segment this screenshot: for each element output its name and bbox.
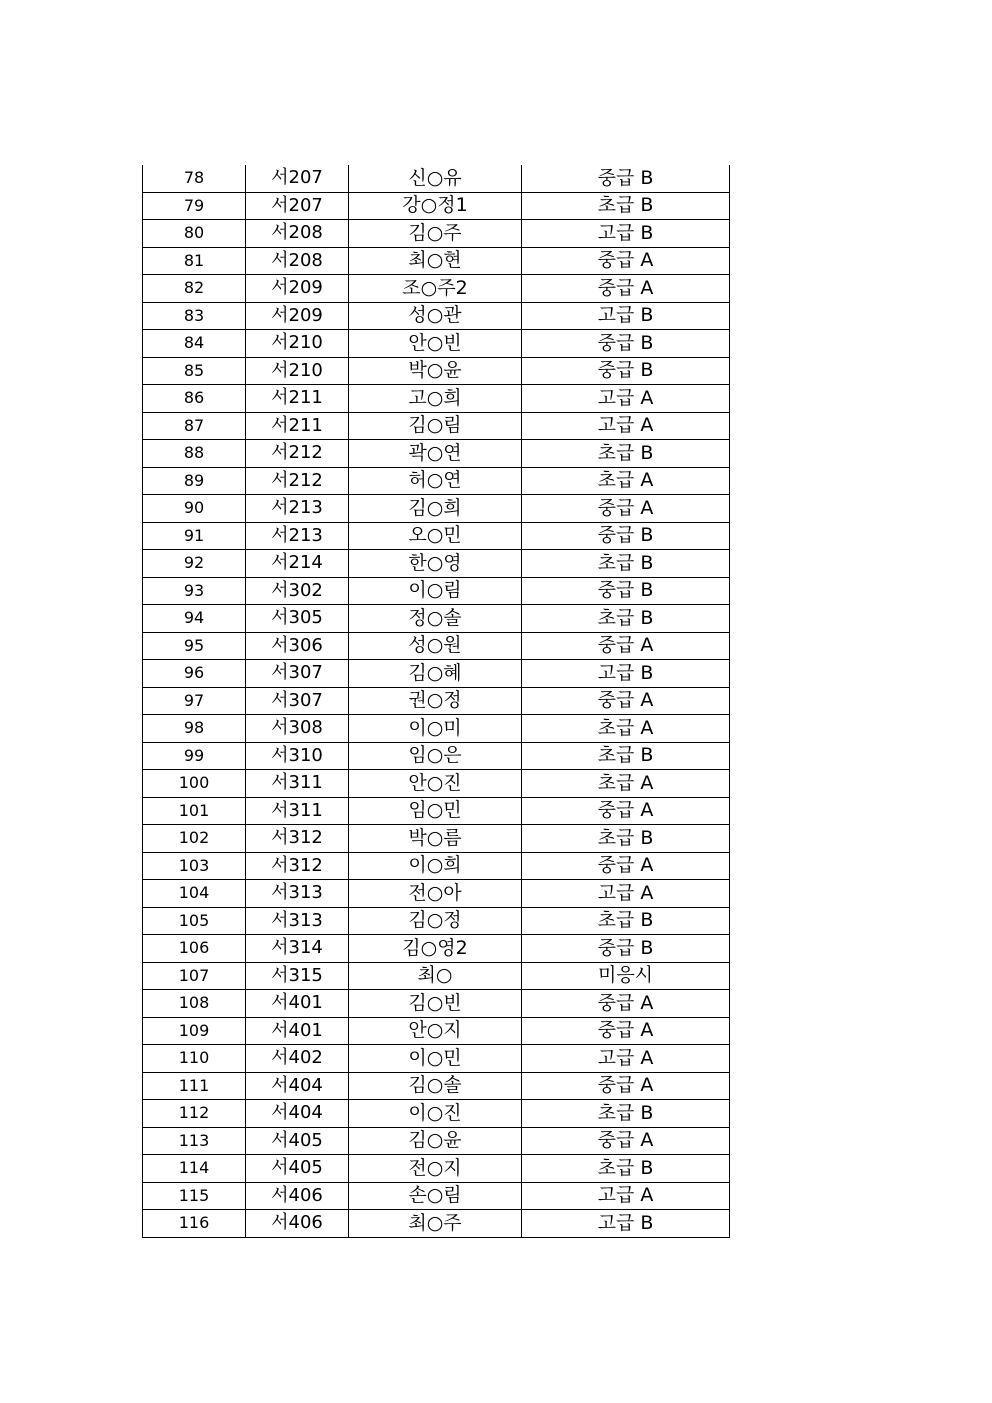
row-number-cell: 109: [143, 1017, 246, 1045]
student-name-cell: 최○현: [349, 247, 522, 275]
row-number-cell: 91: [143, 522, 246, 550]
table-row: [143, 440, 730, 468]
row-number-cell: 88: [143, 440, 246, 468]
student-name-cell: 안○지: [349, 1017, 522, 1045]
grade-cell: 초급 B: [522, 825, 730, 853]
student-name-cell: 한○영: [349, 550, 522, 578]
row-number-cell: 102: [143, 825, 246, 853]
room-cell: 서307: [246, 660, 349, 688]
student-name-cell: 이○희: [349, 852, 522, 880]
student-name-cell: 이○미: [349, 715, 522, 743]
room-cell: 서305: [246, 605, 349, 633]
grade-cell: 중급 A: [522, 495, 730, 523]
room-cell: 서212: [246, 467, 349, 495]
student-name-cell: 김○빈: [349, 990, 522, 1018]
table-row: [143, 1127, 730, 1155]
student-name-cell: 박○름: [349, 825, 522, 853]
student-name-cell: 안○빈: [349, 330, 522, 358]
student-name-cell: 정○솔: [349, 605, 522, 633]
table-row: [143, 577, 730, 605]
room-cell: 서209: [246, 275, 349, 303]
row-number-cell: 94: [143, 605, 246, 633]
grade-cell: 고급 A: [522, 412, 730, 440]
room-cell: 서401: [246, 1017, 349, 1045]
row-number-cell: 89: [143, 467, 246, 495]
grade-cell: 중급 B: [522, 165, 730, 192]
student-name-cell: 곽○연: [349, 440, 522, 468]
student-name-cell: 김○영2: [349, 935, 522, 963]
row-number-cell: 111: [143, 1072, 246, 1100]
room-cell: 서311: [246, 797, 349, 825]
grade-cell: 초급 B: [522, 1155, 730, 1183]
row-number-cell: 92: [143, 550, 246, 578]
grade-cell: 중급 A: [522, 687, 730, 715]
student-name-cell: 김○윤: [349, 1127, 522, 1155]
row-number-cell: 95: [143, 632, 246, 660]
room-cell: 서208: [246, 220, 349, 248]
row-number-cell: 113: [143, 1127, 246, 1155]
row-number-cell: 93: [143, 577, 246, 605]
student-name-cell: 오○민: [349, 522, 522, 550]
row-number-cell: 100: [143, 770, 246, 798]
student-name-cell: 최○: [349, 962, 522, 990]
grade-cell: 초급 B: [522, 1100, 730, 1128]
table-row: [143, 1017, 730, 1045]
room-cell: 서308: [246, 715, 349, 743]
room-cell: 서207: [246, 192, 349, 220]
student-name-cell: 조○주2: [349, 275, 522, 303]
room-cell: 서211: [246, 412, 349, 440]
room-cell: 서214: [246, 550, 349, 578]
grade-cell: 초급 B: [522, 550, 730, 578]
table-row: [143, 192, 730, 220]
room-cell: 서306: [246, 632, 349, 660]
grade-cell: 중급 A: [522, 990, 730, 1018]
row-number-cell: 79: [143, 192, 246, 220]
student-name-cell: 이○민: [349, 1045, 522, 1073]
table-row: [143, 907, 730, 935]
grade-cell: 초급 B: [522, 907, 730, 935]
grade-cell: 중급 A: [522, 852, 730, 880]
table-row: [143, 247, 730, 275]
row-number-cell: 98: [143, 715, 246, 743]
row-number-cell: 82: [143, 275, 246, 303]
student-name-cell: 권○정: [349, 687, 522, 715]
table-row: [143, 687, 730, 715]
table-row: [143, 357, 730, 385]
row-number-cell: 101: [143, 797, 246, 825]
student-name-cell: 전○아: [349, 880, 522, 908]
table-row: [143, 715, 730, 743]
grade-cell: 초급 B: [522, 742, 730, 770]
table-row: [143, 1072, 730, 1100]
room-cell: 서314: [246, 935, 349, 963]
grade-cell: 초급 A: [522, 770, 730, 798]
row-number-cell: 107: [143, 962, 246, 990]
room-cell: 서401: [246, 990, 349, 1018]
room-cell: 서213: [246, 495, 349, 523]
grade-cell: 미응시: [522, 962, 730, 990]
row-number-cell: 87: [143, 412, 246, 440]
table-row: [143, 605, 730, 633]
table-row: [143, 330, 730, 358]
grade-cell: 고급 A: [522, 1182, 730, 1210]
results-table-body: [143, 165, 730, 1237]
student-name-cell: 강○정1: [349, 192, 522, 220]
room-cell: 서212: [246, 440, 349, 468]
table-row: [143, 275, 730, 303]
student-name-cell: 김○희: [349, 495, 522, 523]
room-cell: 서307: [246, 687, 349, 715]
grade-cell: 고급 B: [522, 1210, 730, 1238]
student-name-cell: 임○은: [349, 742, 522, 770]
room-cell: 서312: [246, 852, 349, 880]
table-row: [143, 220, 730, 248]
room-cell: 서313: [246, 880, 349, 908]
table-row: [143, 880, 730, 908]
grade-cell: 중급 A: [522, 1017, 730, 1045]
table-row: [143, 385, 730, 413]
grade-cell: 초급 B: [522, 440, 730, 468]
row-number-cell: 86: [143, 385, 246, 413]
room-cell: 서315: [246, 962, 349, 990]
grade-cell: 고급 A: [522, 385, 730, 413]
grade-cell: 고급 B: [522, 302, 730, 330]
table-row: [143, 770, 730, 798]
student-name-cell: 김○주: [349, 220, 522, 248]
room-cell: 서402: [246, 1045, 349, 1073]
table-row: [143, 632, 730, 660]
table-row: [143, 467, 730, 495]
student-name-cell: 김○솔: [349, 1072, 522, 1100]
grade-cell: 초급 B: [522, 192, 730, 220]
room-cell: 서406: [246, 1182, 349, 1210]
row-number-cell: 115: [143, 1182, 246, 1210]
student-name-cell: 박○윤: [349, 357, 522, 385]
grade-cell: 초급 A: [522, 467, 730, 495]
student-name-cell: 손○림: [349, 1182, 522, 1210]
room-cell: 서211: [246, 385, 349, 413]
student-name-cell: 성○관: [349, 302, 522, 330]
student-name-cell: 김○림: [349, 412, 522, 440]
room-cell: 서406: [246, 1210, 349, 1238]
student-name-cell: 허○연: [349, 467, 522, 495]
room-cell: 서213: [246, 522, 349, 550]
room-cell: 서208: [246, 247, 349, 275]
room-cell: 서210: [246, 357, 349, 385]
grade-cell: 중급 A: [522, 632, 730, 660]
grade-cell: 중급 B: [522, 357, 730, 385]
table-row: [143, 1100, 730, 1128]
results-table: [142, 165, 730, 1238]
room-cell: 서209: [246, 302, 349, 330]
grade-cell: 중급 A: [522, 1072, 730, 1100]
table-row: [143, 1155, 730, 1183]
grade-cell: 중급 B: [522, 577, 730, 605]
room-cell: 서404: [246, 1100, 349, 1128]
table-row: [143, 550, 730, 578]
student-name-cell: 이○진: [349, 1100, 522, 1128]
row-number-cell: 90: [143, 495, 246, 523]
grade-cell: 중급 B: [522, 330, 730, 358]
row-number-cell: 112: [143, 1100, 246, 1128]
grade-cell: 중급 B: [522, 522, 730, 550]
table-row: [143, 962, 730, 990]
row-number-cell: 108: [143, 990, 246, 1018]
row-number-cell: 105: [143, 907, 246, 935]
student-name-cell: 신○유: [349, 165, 522, 192]
student-name-cell: 고○희: [349, 385, 522, 413]
row-number-cell: 85: [143, 357, 246, 385]
table-row: [143, 412, 730, 440]
grade-cell: 중급 A: [522, 275, 730, 303]
room-cell: 서210: [246, 330, 349, 358]
row-number-cell: 104: [143, 880, 246, 908]
row-number-cell: 84: [143, 330, 246, 358]
room-cell: 서404: [246, 1072, 349, 1100]
room-cell: 서207: [246, 165, 349, 192]
grade-cell: 중급 B: [522, 935, 730, 963]
table-row: [143, 660, 730, 688]
room-cell: 서405: [246, 1127, 349, 1155]
row-number-cell: 116: [143, 1210, 246, 1238]
table-row: [143, 165, 730, 192]
table-row: [143, 1045, 730, 1073]
student-name-cell: 안○진: [349, 770, 522, 798]
table-row: [143, 825, 730, 853]
room-cell: 서313: [246, 907, 349, 935]
table-row: [143, 302, 730, 330]
room-cell: 서310: [246, 742, 349, 770]
student-name-cell: 전○지: [349, 1155, 522, 1183]
table-row: [143, 797, 730, 825]
row-number-cell: 110: [143, 1045, 246, 1073]
grade-cell: 중급 A: [522, 1127, 730, 1155]
grade-cell: 중급 A: [522, 797, 730, 825]
table-row: [143, 935, 730, 963]
student-name-cell: 김○정: [349, 907, 522, 935]
student-name-cell: 최○주: [349, 1210, 522, 1238]
row-number-cell: 83: [143, 302, 246, 330]
table-row: [143, 990, 730, 1018]
row-number-cell: 114: [143, 1155, 246, 1183]
table-row: [143, 1210, 730, 1238]
student-name-cell: 김○혜: [349, 660, 522, 688]
table-row: [143, 742, 730, 770]
grade-cell: 고급 B: [522, 660, 730, 688]
row-number-cell: 103: [143, 852, 246, 880]
row-number-cell: 96: [143, 660, 246, 688]
student-name-cell: 성○원: [349, 632, 522, 660]
student-name-cell: 임○민: [349, 797, 522, 825]
grade-cell: 고급 B: [522, 220, 730, 248]
row-number-cell: 106: [143, 935, 246, 963]
row-number-cell: 78: [143, 165, 246, 192]
table-row: [143, 522, 730, 550]
row-number-cell: 99: [143, 742, 246, 770]
grade-cell: 고급 A: [522, 1045, 730, 1073]
grade-cell: 초급 B: [522, 605, 730, 633]
room-cell: 서311: [246, 770, 349, 798]
room-cell: 서405: [246, 1155, 349, 1183]
room-cell: 서302: [246, 577, 349, 605]
grade-cell: 고급 A: [522, 880, 730, 908]
row-number-cell: 81: [143, 247, 246, 275]
table-row: [143, 1182, 730, 1210]
table-row: [143, 852, 730, 880]
table-row: [143, 495, 730, 523]
grade-cell: 초급 A: [522, 715, 730, 743]
row-number-cell: 97: [143, 687, 246, 715]
room-cell: 서312: [246, 825, 349, 853]
grade-cell: 중급 A: [522, 247, 730, 275]
row-number-cell: 80: [143, 220, 246, 248]
student-name-cell: 이○림: [349, 577, 522, 605]
